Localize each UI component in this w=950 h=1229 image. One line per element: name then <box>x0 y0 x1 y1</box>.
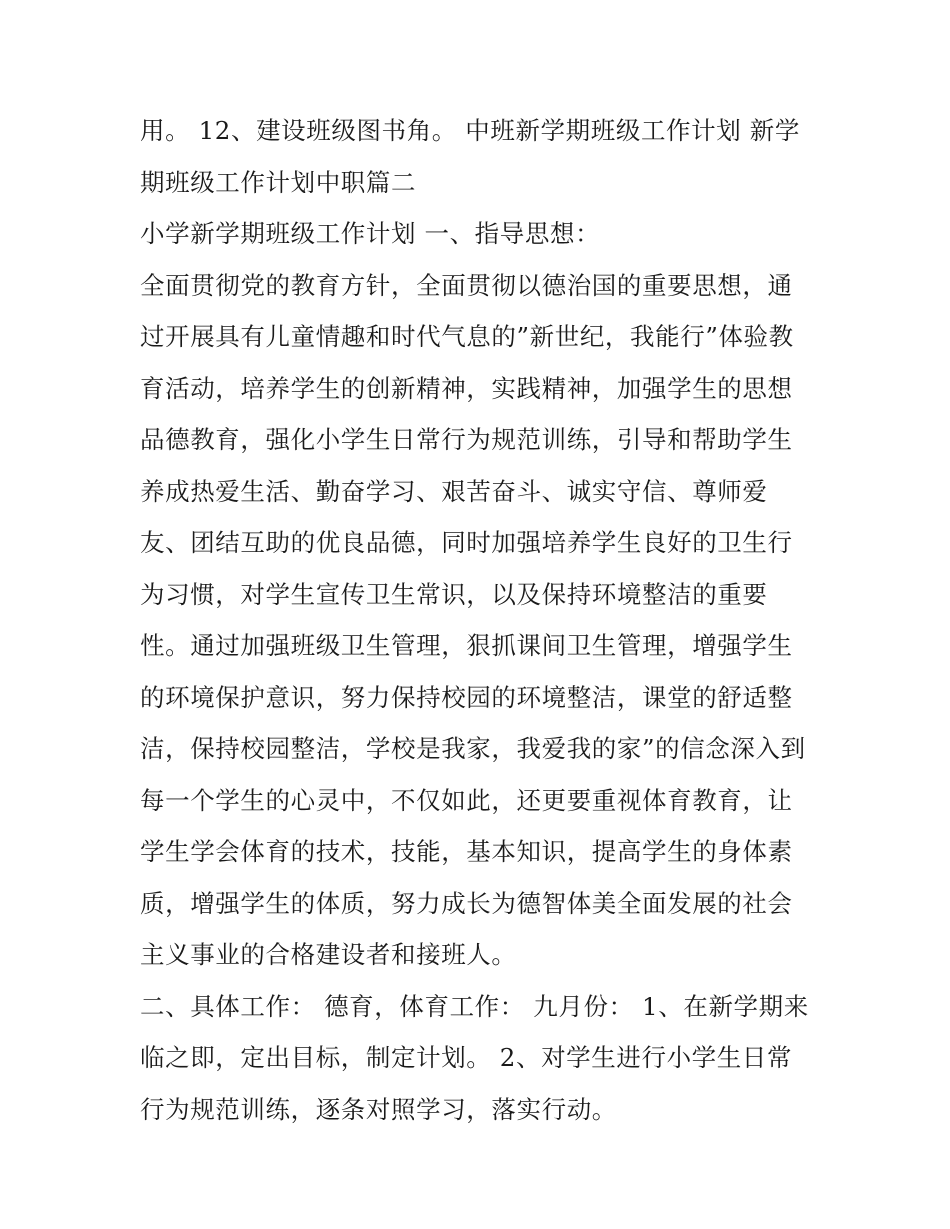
paragraph-heading-guiding-thought: 小学新学期班级工作计划 一、指导思想： <box>140 219 601 248</box>
paragraph-specific-work: 二、具体工作： 德育，体育工作： 九月份： 1、在新学期来临之即，定出目标，制定计划。 2、对学生进行小学生日常行为规范训练，逐条对照学习，落实行动。 <box>140 991 809 1124</box>
paragraph-guiding-thought-body: 全面贯彻党的教育方针，全面贯彻以德治国的重要思想，通过开展具有儿童情趣和时代气息的”新世纪，我能行”体验教育活动，培养学生的创新精神，实践精神，加强学生的思想品德教育，强化小学生日常行为规范训练，引导和帮助学生养成热爱生活、勤奋学习、艰苦奋斗、诚实守信、尊师爱友、团结互助的优良品德，同时加强培养学生良好的卫生行为习惯，对学生宣传卫生常识，以及保持环境整洁的重要性。通过加强班级卫生管理，狠抓课间卫生管理，增强学生的环境保护意识，努力保持校园的环境整洁，课堂的舒适整洁，保持校园整洁，学校是我家，我爱我的家”的信念深入到每一个学生的心灵中，不仅如此，还更要重视体育教育，让学生学会体育的技术，技能，基本知识，提高学生的身体素质，增强学生的体质，努力成长为德智体美全面发展的社会主义事业的合格建设者和接班人。 <box>140 270 806 969</box>
paragraph-continuation: 用。 12、建设班级图书角。 中班新学期班级工作计划 新学期班级工作计划中职篇二 <box>140 116 800 197</box>
document-body <box>140 105 815 1135</box>
